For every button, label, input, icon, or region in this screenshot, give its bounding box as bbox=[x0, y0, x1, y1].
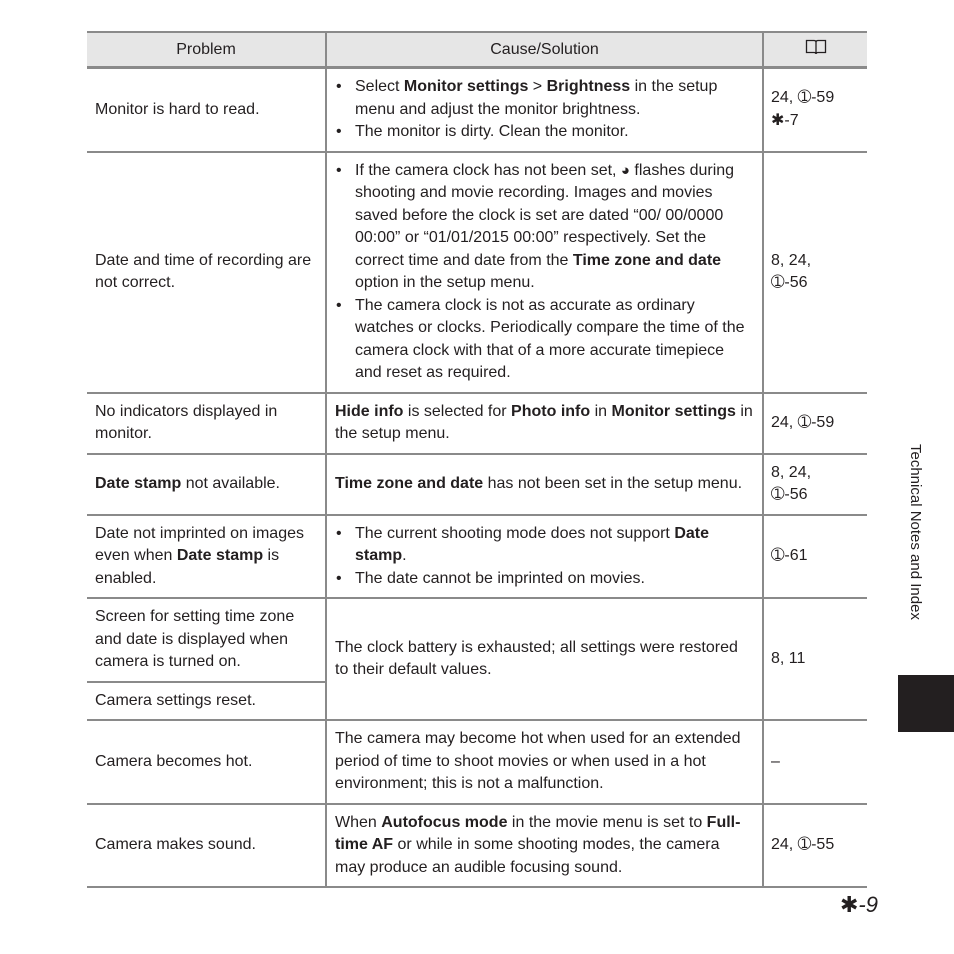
cause-cell: Hide info is selected for Photo info in Monitor settings in the setup menu. bbox=[326, 393, 763, 454]
reference-cell: 24, ➀-59 bbox=[763, 393, 867, 454]
problem-cell: Date stamp not available. bbox=[87, 454, 326, 515]
header-cause-solution: Cause/Solution bbox=[326, 32, 763, 68]
list-item: • If the camera clock has not been set, ◕ flashes during shooting and movie recording. Images and movies saved before the clock is set are dated “00/ 00/0000 00:00” or “01/01/2015 00:00” respectively. Set the correct time and date from the Time zone and date option in the setup menu. bbox=[335, 160, 754, 295]
table-row bbox=[87, 804, 867, 888]
header-problem: Problem bbox=[87, 32, 326, 68]
cause-cell: The camera may become hot when used for an extended period of time to shoot movies or when used in a hot environment; this is not a malfunction. bbox=[326, 720, 763, 804]
reference-cell: 24, ➀-55 bbox=[763, 804, 867, 888]
list-item: • The monitor is dirty. Clean the monitor. bbox=[335, 121, 754, 144]
clock-icon: ◕ bbox=[620, 161, 630, 179]
list-item: • Select Monitor settings > Brightness in the setup menu and adjust the monitor brightness. bbox=[335, 76, 754, 121]
problem-cell: Date and time of recording are not correct. bbox=[87, 152, 326, 393]
section-side-label: Technical Notes and Index bbox=[907, 444, 924, 620]
reference-cell: 24, ➀-59 ✱-7 bbox=[763, 68, 867, 152]
cause-cell: When Autofocus mode in the movie menu is set to Full-time AF or while in some shooting modes, the camera may produce an audible focusing sound. bbox=[326, 804, 763, 888]
table-row bbox=[87, 68, 867, 152]
list-item: • The camera clock is not as accurate as ordinary watches or clocks. Periodically compare the time of the camera clock with that of a more accurate timepiece and reset as required. bbox=[335, 295, 754, 385]
book-icon bbox=[763, 32, 867, 68]
reference-cell: 8, 24, ➀-56 bbox=[763, 454, 867, 515]
problem-cell: Monitor is hard to read. bbox=[87, 68, 326, 152]
cause-cell bbox=[326, 515, 763, 599]
reference-cell: 8, 24, ➀-56 bbox=[763, 152, 867, 393]
reference-cell: 8, 11 bbox=[763, 598, 867, 720]
section-tab-marker bbox=[898, 675, 954, 732]
problem-cell: Date not imprinted on images even when Date stamp is enabled. bbox=[87, 515, 326, 599]
problem-cell: Camera settings reset. bbox=[87, 682, 326, 721]
table-row bbox=[87, 393, 867, 454]
list-item: • The current shooting mode does not support Date stamp. bbox=[335, 523, 754, 568]
cause-cell bbox=[326, 68, 763, 152]
table-row bbox=[87, 152, 867, 393]
reference-cell: – bbox=[763, 720, 867, 804]
table-row bbox=[87, 454, 867, 515]
table-row bbox=[87, 598, 867, 682]
page-number: ✱-9 bbox=[840, 892, 878, 917]
table-row bbox=[87, 515, 867, 599]
reference-cell: ➀-61 bbox=[763, 515, 867, 599]
problem-cell: Screen for setting time zone and date is displayed when camera is turned on. bbox=[87, 598, 326, 682]
problem-cell: Camera becomes hot. bbox=[87, 720, 326, 804]
problem-cell: No indicators displayed in monitor. bbox=[87, 393, 326, 454]
cause-cell: Time zone and date has not been set in the setup menu. bbox=[326, 454, 763, 515]
troubleshooting-table bbox=[87, 31, 867, 888]
cause-cell: The clock battery is exhausted; all settings were restored to their default values. bbox=[326, 598, 763, 720]
table-header-row bbox=[87, 32, 867, 68]
cause-cell bbox=[326, 152, 763, 393]
problem-cell: Camera makes sound. bbox=[87, 804, 326, 888]
table-row bbox=[87, 720, 867, 804]
list-item: • The date cannot be imprinted on movies. bbox=[335, 568, 754, 591]
